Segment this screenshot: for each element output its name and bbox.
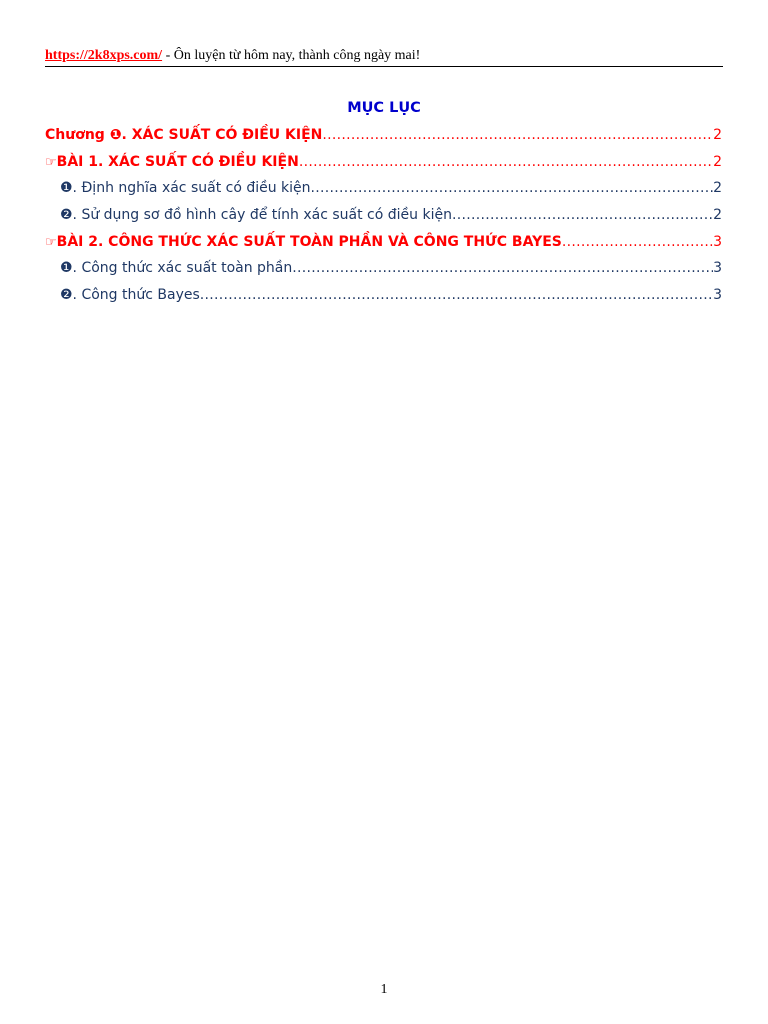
site-link[interactable]: https://2k8xps.com/ [45, 48, 163, 63]
toc-entry-label: BÀI 1. XÁC SUẤT CÓ ĐIỀU KIỆN [56, 153, 299, 170]
dot-leader [200, 284, 713, 306]
toc-entry-label: BÀI 2. CÔNG THỨC XÁC SUẤT TOÀN PHẦN VÀ CÔNG THỨC BAYES [56, 233, 562, 250]
pointing-hand-icon: ☞ [45, 154, 57, 170]
dot-leader [452, 204, 713, 226]
dot-leader [562, 231, 713, 253]
page-header [45, 46, 723, 67]
toc-entry-lesson-2-section-2[interactable] [45, 284, 722, 311]
toc-entry-page: 2 [713, 153, 722, 170]
toc-entry-lesson-1-section-1[interactable] [45, 177, 722, 204]
toc-entry-page: 2 [713, 127, 722, 143]
toc-entry-lesson-1[interactable] [45, 151, 722, 178]
dot-leader [299, 151, 713, 173]
toc-entry-label: ❷. Sử dụng sơ đồ hình cây để tính xác suất có điều kiện [60, 207, 452, 224]
toc-entry-lesson-1-section-2[interactable] [45, 204, 722, 231]
table-of-contents [45, 124, 722, 311]
toc-entry-page: 3 [713, 233, 722, 250]
toc-entry-label: ❷. Công thức Bayes [60, 287, 200, 304]
toc-entry-page: 3 [713, 287, 722, 304]
header-separator: - [162, 48, 174, 63]
toc-title: MỤC LỤC [347, 100, 421, 116]
header-tagline: Ôn luyện từ hôm nay, thành công ngày mai! [173, 48, 421, 63]
toc-entry-label: ❶. Định nghĩa xác suất có điều kiện [60, 180, 311, 197]
toc-entry-label: Chương ❶. XÁC SUẤT CÓ ĐIỀU KIỆN [45, 127, 323, 143]
dot-leader [311, 177, 714, 199]
toc-entry-page: 2 [713, 207, 722, 224]
toc-entry-label: ❶. Công thức xác suất toàn phần [60, 260, 293, 277]
dot-leader [292, 257, 713, 279]
toc-entry-lesson-2[interactable] [45, 231, 722, 258]
page-number: 1 [380, 982, 388, 997]
toc-entry-page: 3 [713, 260, 722, 277]
dot-leader [322, 124, 713, 146]
pointing-hand-icon: ☞ [45, 234, 57, 250]
toc-entry-chapter-1[interactable] [45, 124, 722, 151]
toc-entry-lesson-2-section-1[interactable] [45, 257, 722, 284]
toc-entry-page: 2 [713, 180, 722, 197]
